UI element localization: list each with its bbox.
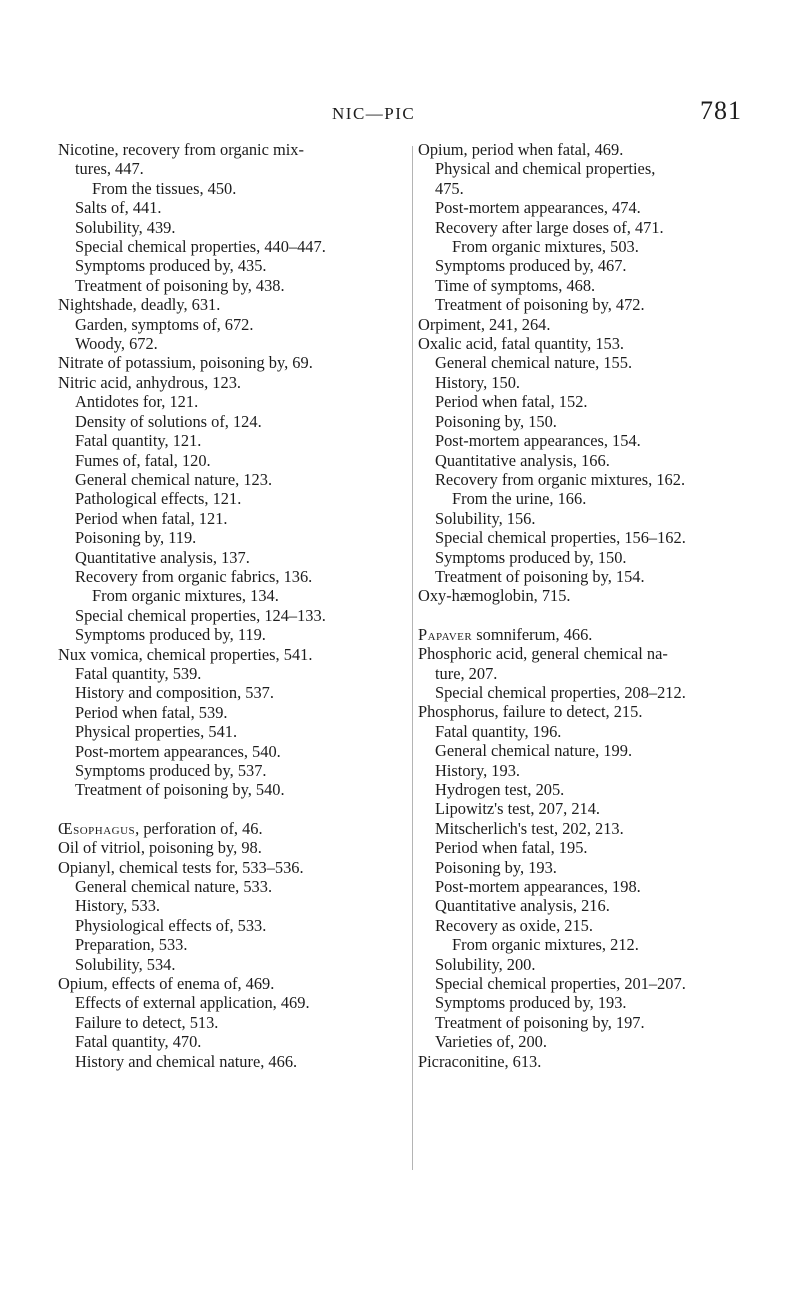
index-entry: Recovery from organic fabrics, 136. — [75, 566, 313, 586]
index-entry: Lipowitz's test, 207, 214. — [435, 799, 601, 819]
index-entry: Oxalic acid, fatal quantity, 153. — [418, 334, 625, 354]
index-entry: Oxy-hæmoglobin, 715. — [418, 586, 571, 606]
index-entry: Fatal quantity, 539. — [75, 663, 202, 683]
index-entry: Post-mortem appearances, 540. — [75, 741, 281, 761]
index-entry: Poisoning by, 119. — [75, 528, 197, 548]
index-entry: Time of symptoms, 468. — [435, 275, 596, 295]
index-entry: Density of solutions of, 124. — [75, 411, 262, 431]
index-entry: Nitrate of potassium, poisoning by, 69. — [58, 353, 313, 373]
index-entry: Symptoms produced by, 150. — [435, 547, 627, 567]
index-entry: Treatment of poisoning by, 197. — [435, 1012, 645, 1032]
index-entry: Solubility, 200. — [435, 954, 536, 974]
index-entry: Preparation, 533. — [75, 935, 188, 955]
index-entry: Period when fatal, 195. — [435, 838, 588, 858]
index-entry: Treatment of poisoning by, 438. — [75, 275, 285, 295]
index-entry: Solubility, 156. — [435, 508, 536, 528]
index-entry: Treatment of poisoning by, 154. — [435, 566, 645, 586]
index-entry: Poisoning by, 150. — [435, 411, 557, 431]
index-entry: From the urine, 166. — [452, 489, 587, 509]
index-entry: Recovery after large doses of, 471. — [435, 217, 664, 237]
index-entry: Phosphorus, failure to detect, 215. — [418, 702, 643, 722]
index-entry: History, 150. — [435, 372, 520, 392]
index-entry: Symptoms produced by, 537. — [75, 761, 267, 780]
index-entry: Hydrogen test, 205. — [435, 780, 565, 799]
index-entry: 475. — [435, 178, 464, 198]
index-entry: Solubility, 439. — [75, 217, 176, 237]
column-divider — [412, 146, 413, 1170]
index-entry: Symptoms produced by, 119. — [75, 625, 266, 645]
index-entry: Nux vomica, chemical properties, 541. — [58, 644, 313, 664]
index-entry: Special chemical properties, 156–162. — [435, 528, 686, 548]
index-entry: Quantitative analysis, 216. — [435, 896, 610, 916]
index-entry: Quantitative analysis, 137. — [75, 547, 250, 567]
index-entry: Effects of external application, 469. — [75, 993, 310, 1013]
index-entry: From organic mixtures, 503. — [452, 237, 639, 257]
index-entry: Period when fatal, 539. — [75, 702, 228, 722]
index-entry: History and chemical nature, 466. — [75, 1051, 298, 1071]
index-entry: Fatal quantity, 470. — [75, 1032, 202, 1052]
index-entry: Period when fatal, 121. — [75, 508, 228, 528]
index-entry: Special chemical properties, 208–212. — [435, 682, 686, 702]
index-entry: Symptoms produced by, 193. — [435, 993, 627, 1013]
index-entry: Nicotine, recovery from organic mix- — [58, 140, 304, 159]
index-column-left — [58, 140, 404, 1071]
index-entry: Fumes of, fatal, 120. — [75, 450, 211, 470]
index-entry: Oil of vitriol, poisoning by, 98. — [58, 838, 262, 858]
index-entry: Poisoning by, 193. — [435, 857, 557, 877]
index-entry — [58, 819, 404, 838]
index-entry: Opianyl, chemical tests for, 533–536. — [58, 857, 304, 877]
index-entry: Failure to detect, 513. — [75, 1012, 219, 1032]
index-entry: Post-mortem appearances, 198. — [435, 877, 641, 897]
page-header — [0, 96, 800, 128]
index-entry: General chemical nature, 123. — [75, 469, 273, 489]
page-number: 781 — [700, 96, 742, 125]
index-entry: History, 193. — [435, 760, 520, 780]
index-entry: Picraconitine, 613. — [418, 1051, 542, 1071]
index-entry: Physiological effects of, 533. — [75, 915, 267, 935]
index-entry: Nightshade, deadly, 631. — [58, 295, 221, 315]
index-entry: From organic mixtures, 134. — [92, 586, 279, 606]
index-entry: From organic mixtures, 212. — [452, 935, 639, 955]
index-entry: Orpiment, 241, 264. — [418, 314, 551, 334]
index-entry: Treatment of poisoning by, 540. — [75, 780, 285, 800]
index-entry: Period when fatal, 152. — [435, 392, 588, 412]
index-entry: Special chemical properties, 201–207. — [435, 974, 686, 994]
index-entry: Physical properties, 541. — [75, 722, 238, 742]
index-entry: Symptoms produced by, 467. — [435, 256, 627, 276]
index-entry: Special chemical properties, 124–133. — [75, 605, 326, 625]
index-entry: Garden, symptoms of, 672. — [75, 314, 254, 334]
entry-rest: , perforation of, 46. — [135, 818, 263, 838]
index-entry: tures, 447. — [75, 159, 144, 179]
index-entry: Recovery as oxide, 215. — [435, 915, 593, 935]
index-entry: General chemical nature, 199. — [435, 741, 633, 761]
index-entry: From the tissues, 450. — [92, 178, 237, 198]
index-entry: Recovery from organic mixtures, 162. — [435, 469, 686, 489]
index-entry: Solubility, 534. — [75, 954, 176, 974]
index-entry: Post-mortem appearances, 474. — [435, 198, 641, 218]
section-gap — [58, 800, 404, 819]
headword-small-caps: Œsophagus — [58, 818, 136, 838]
index-entry: Opium, effects of enema of, 469. — [58, 974, 275, 994]
index-entry: Special chemical properties, 440–447. — [75, 237, 326, 257]
index-entry: Phosphoric acid, general chemical na- — [418, 644, 668, 664]
index-entry: History, 533. — [75, 896, 160, 916]
index-entry: Nitric acid, anhydrous, 123. — [58, 372, 241, 392]
entry-rest: somniferum, 466. — [472, 624, 593, 644]
index-entry: Fatal quantity, 121. — [75, 431, 202, 451]
index-entry: Fatal quantity, 196. — [435, 721, 562, 741]
index-entry: Quantitative analysis, 166. — [435, 450, 610, 470]
index-entry: Symptoms produced by, 435. — [75, 256, 267, 276]
index-entry — [418, 625, 766, 644]
index-entry: ture, 207. — [435, 663, 498, 683]
index-entry: Salts of, 441. — [75, 198, 162, 218]
running-head: NIC—PIC — [332, 104, 416, 123]
headword-small-caps: Papaver — [418, 624, 473, 644]
index-entry: Post-mortem appearances, 154. — [435, 431, 641, 451]
index-entry: Physical and chemical properties, — [435, 159, 656, 179]
index-entry: Woody, 672. — [75, 334, 158, 354]
index-entry: Mitscherlich's test, 202, 213. — [435, 818, 624, 838]
index-entry: General chemical nature, 533. — [75, 877, 273, 897]
index-entry: History and composition, 537. — [75, 683, 274, 703]
index-entry: Opium, period when fatal, 469. — [418, 140, 624, 159]
section-gap — [418, 606, 766, 625]
index-entry: Treatment of poisoning by, 472. — [435, 295, 645, 315]
index-entry: General chemical nature, 155. — [435, 353, 633, 373]
index-column-right — [418, 140, 766, 1071]
index-entry: Varieties of, 200. — [435, 1032, 547, 1052]
index-entry: Antidotes for, 121. — [75, 392, 199, 412]
index-entry: Pathological effects, 121. — [75, 489, 242, 509]
